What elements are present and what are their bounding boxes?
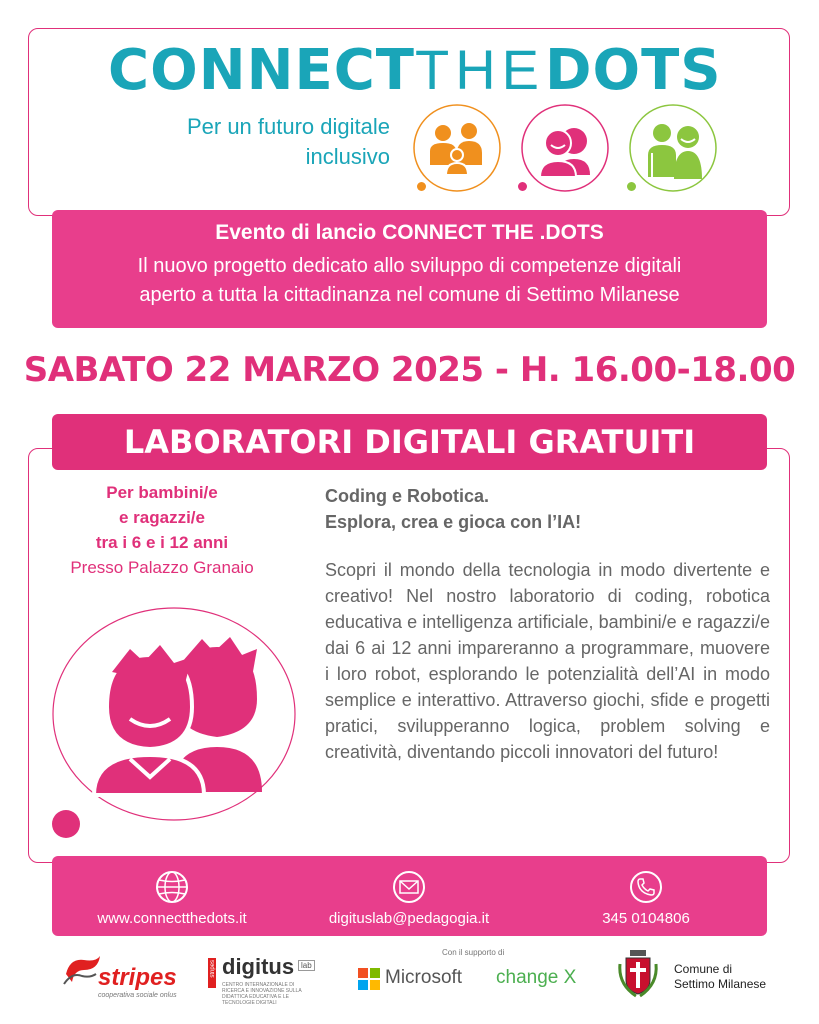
logo-title [108, 40, 722, 101]
family-badge [412, 103, 502, 193]
lab-section-banner: LABORATORI DIGITALI GRATUITI [52, 414, 767, 470]
partner-logos [0, 944, 819, 1024]
lab-description [325, 483, 770, 765]
contact-band [52, 856, 767, 936]
children-icon [520, 103, 610, 193]
email-link[interactable]: digituslab@pedagogia.it [328, 910, 490, 927]
coat-of-arms-icon [616, 950, 660, 998]
digitus-sub: CENTRO INTERNAZIONALE DI RICERCA E INNOVAZIONE SULLA DIDATTICA EDUCATIVA E LE TECNOLOGIE DIGITALI [222, 982, 302, 1006]
launch-line2: aperto a tutta la cittadinanza nel comune di Settimo Milanese [139, 284, 680, 306]
digitus-name: digitus [222, 954, 295, 979]
phone-link[interactable]: 345 0104806 [602, 910, 690, 927]
family-icon [412, 103, 502, 193]
contact-email[interactable] [289, 856, 529, 927]
desc-body: Scopri il mondo della tecnologia in modo divertente e creativo! Nel nostro laboratorio di coding, robotica educativa e intelligenza artificiale, bambini/e e ragazzi/e dai 6 ai 12 anni impareranno a programmare, muovere i loro robot, esplorando le potenzialità dell’AI in modo semplice e interattivo. Attraverso giochi, sfide e progetti pratici, svilupperanno logica, problem solving e creatività, diventando piccoli innovatori del futuro! [325, 560, 770, 762]
contact-website[interactable] [52, 856, 292, 927]
desc-title1: Coding e Robotica. [325, 486, 489, 506]
tagline: Per un futuro digitale inclusivo [186, 114, 390, 169]
logo-title-connect: CONNECT [108, 38, 415, 103]
audience-line2: e ragazzi/e [119, 508, 205, 527]
children-badge [520, 103, 610, 193]
elderly-couple-icon [628, 103, 718, 193]
launch-band [52, 210, 767, 328]
changex-logo: change X [496, 967, 577, 988]
pink-dot [518, 182, 527, 191]
microsoft-name: Microsoft [385, 967, 463, 988]
launch-line1: Il nuovo progetto dedicato allo sviluppo di competenze digitali [137, 255, 682, 277]
microsoft-mark-icon [358, 968, 380, 990]
audience-block [52, 480, 272, 580]
comune-line2: Settimo Milanese [674, 977, 767, 991]
elderly-badge [628, 103, 718, 193]
location: Presso Palazzo Granaio [70, 558, 254, 577]
phone-icon [629, 870, 663, 904]
logo-title-the: THE [415, 38, 545, 101]
orange-dot [417, 182, 426, 191]
digitus-logo [208, 954, 318, 1006]
stripes-name: stripes [98, 964, 177, 991]
children-icon [52, 607, 297, 822]
digitus-small: stripes [210, 960, 216, 978]
green-dot [627, 182, 636, 191]
comune-line1: Comune di [674, 962, 733, 976]
audience-line3: tra i 6 e i 12 anni [95, 533, 229, 552]
support-note: Con il supporto di [442, 948, 505, 957]
stripes-sub: cooperativa sociale onlus [98, 992, 177, 999]
website-link[interactable]: www.connectthedots.it [97, 910, 247, 927]
event-date-time: SABATO 22 MARZO 2025 - H. 16.00-18.00 [23, 350, 796, 390]
digitus-lab: lab [298, 960, 315, 971]
contact-phone[interactable] [526, 856, 766, 927]
children-illustration [52, 607, 297, 822]
launch-title: Evento di lancio CONNECT THE .DOTS [215, 221, 604, 244]
decorative-dot [52, 810, 80, 838]
audience-line1: Per bambini/e [106, 483, 218, 502]
desc-title2: Esplora, crea e gioca con l’IA! [325, 512, 582, 532]
globe-icon [155, 870, 189, 904]
logo-title-dots: DOTS [545, 38, 722, 103]
envelope-icon [392, 870, 426, 904]
